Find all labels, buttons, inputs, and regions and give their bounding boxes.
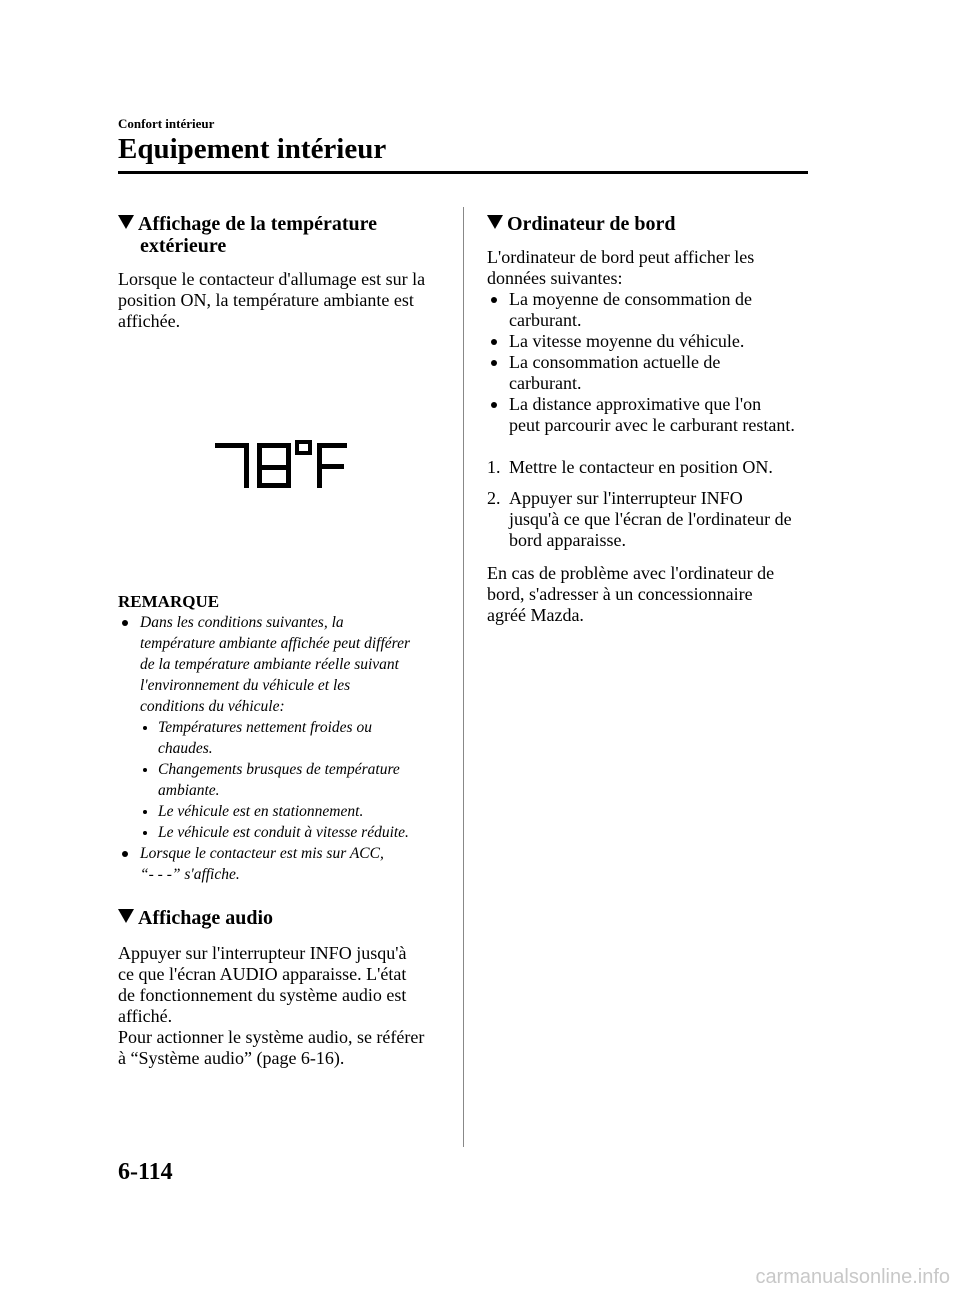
bullet-icon (491, 402, 497, 408)
left-column (118, 213, 453, 332)
triangle-icon (118, 215, 134, 229)
note-sub-bullet: Changements brusques de température ambiante. (118, 759, 458, 801)
trip-computer-heading: Ordinateur de bord (487, 213, 817, 235)
triangle-icon (118, 909, 134, 923)
list-item: La distance approximative que l'on peut parcourir avec le carburant restant. (487, 394, 817, 436)
bullet-icon (491, 297, 497, 303)
triangle-icon (487, 215, 503, 229)
step-item: 1. Mettre le contacteur en position ON. (487, 457, 773, 477)
note-box (118, 591, 458, 885)
note-bullet: Dans les conditions suivantes, la température ambiante affichée peut différer de la température ambiante réelle suivant l'environnement du véhicule et les conditions du véhicule: (118, 612, 458, 717)
right-column (487, 213, 817, 626)
bullet-icon (491, 360, 497, 366)
note-sub-bullet: Le véhicule est en stationnement. (118, 801, 458, 822)
page-number: 6-114 (118, 1159, 173, 1185)
temp-heading: Affichage de la température extérieure (118, 213, 453, 257)
list-item: La vitesse moyenne du véhicule. (487, 331, 817, 352)
step-item: 2. Appuyer sur l'interrupteur INFO jusqu'à ce que l'écran de l'ordinateur de bord apparaisse. (487, 488, 792, 550)
trip-intro: L'ordinateur de bord peut afficher les données suivantes: (487, 247, 755, 288)
list-item: La consommation actuelle de carburant. (487, 352, 817, 394)
temp-heading-line2: extérieure (140, 235, 227, 257)
note-sub-bullet: Le véhicule est conduit à vitesse réduite. (118, 822, 458, 843)
temp-body: Lorsque le contacteur d'allumage est sur la position ON, la température ambiante est affichée. (118, 269, 426, 331)
bullet-icon (143, 810, 147, 814)
audio-section (118, 907, 458, 1069)
note-sub-bullet: Températures nettement froides ou chaudes. (118, 717, 458, 759)
temperature-display-graphic (207, 432, 357, 502)
trip-closing: En cas de problème avec l'ordinateur de bord, s'adresser à un concessionnaire agréé Mazda. (487, 563, 775, 625)
note-title: REMARQUE (118, 592, 220, 611)
column-divider (463, 207, 464, 1147)
temperature-display (207, 432, 357, 502)
bullet-icon (143, 768, 147, 772)
bullet-icon (122, 851, 128, 857)
list-item: La moyenne de consommation de carburant. (487, 289, 817, 331)
note-bullet: Lorsque le contacteur est mis sur ACC, “- - -” s'affiche. (118, 843, 458, 885)
audio-heading: Affichage audio (118, 907, 458, 929)
header-rule (118, 171, 808, 174)
audio-body: Appuyer sur l'interrupteur INFO jusqu'à ce que l'écran AUDIO apparaisse. L'état de fonctionnement du système audio est affiché. Pour actionner le système audio, se référer à “Système audio” (page 6-16). (118, 943, 425, 1068)
bullet-icon (143, 831, 147, 835)
page-title: Equipement intérieur (118, 133, 387, 165)
watermark: carmanualsonline.info (755, 1266, 950, 1288)
bullet-icon (143, 726, 147, 730)
bullet-icon (122, 620, 128, 626)
bullet-icon (491, 339, 497, 345)
section-label: Confort intérieur (118, 116, 215, 131)
